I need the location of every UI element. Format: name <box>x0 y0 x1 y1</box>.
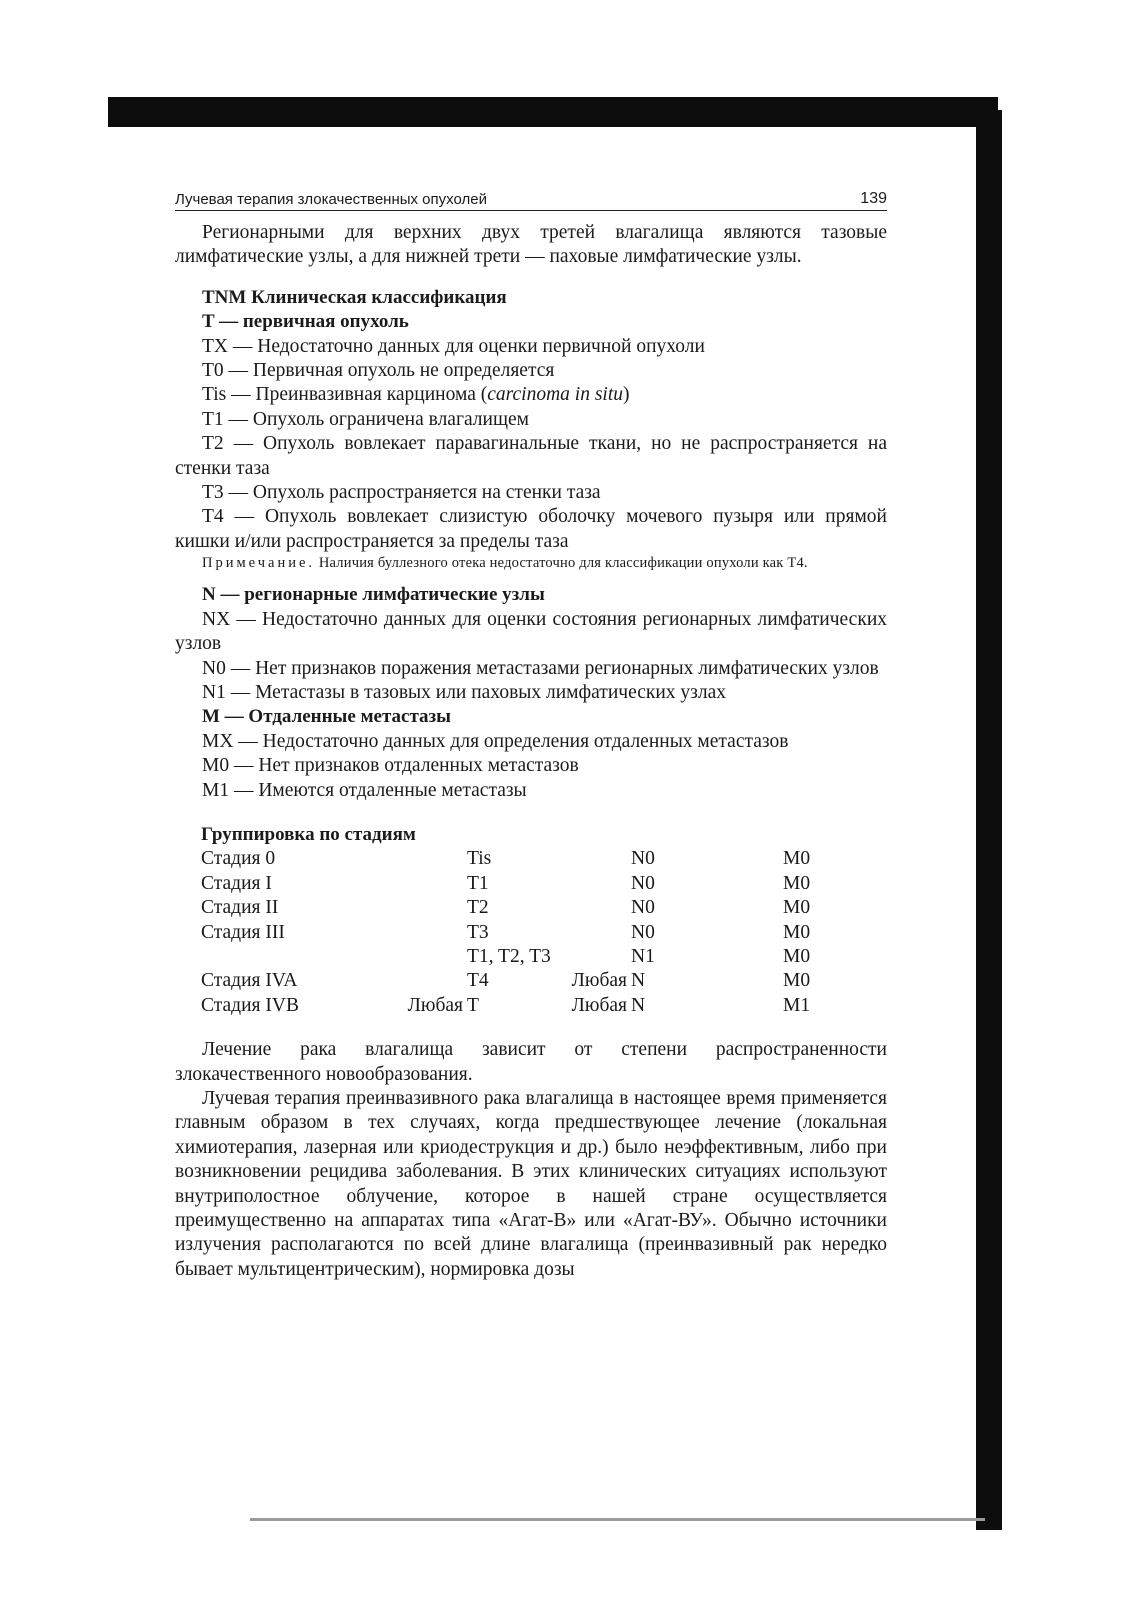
t-prefix-cell <box>387 921 467 945</box>
t-cell: T2 <box>467 897 489 919</box>
intro-paragraph: Регионарными для верхних двух третей влагалища являются тазовые лимфатические узлы, а для нижней трети — паховые лимфатические узлы. <box>175 222 887 268</box>
m-cell: M0 <box>783 921 811 943</box>
body-paragraph: Лучевая терапия преинвазивного рака влагалища в настоящее время применяется главным образом в тех случаях, когда предшествующее лечение (локальная химиотерапия, лазерная или криодеструкция и др.) было неэффективным, либо при возникновении рецидива заболевания. В этих клинических ситуациях используют внутриполостное облучение, которое в нашей стране осуществляется преимущественно на аппаратах типа «Агат-В» или «Агат-ВУ». Обычно источники излучения располагаются по всей длине влагалища (преинвазивный рак нередко бывает мультицентрическим), нормировка дозы <box>175 1088 887 1280</box>
staging-row <box>201 872 843 896</box>
n-cell: N0 <box>631 897 655 919</box>
t-prefix-cell <box>387 969 467 993</box>
staging-row <box>201 969 843 993</box>
n-prefix-cell <box>557 945 631 969</box>
note-text: Наличия буллезного отека недостаточно для классификации опухоли как Т4. <box>315 555 808 572</box>
t-cell: T1, T2, T3 <box>467 945 551 967</box>
n-cell: N1 <box>631 945 655 967</box>
t-item: T2 — Опухоль вовлекает паравагинальные ткани, но не распространяется на стенки таза <box>175 433 887 479</box>
t-cell: T1 <box>467 872 489 894</box>
t-prefix-cell <box>387 896 467 920</box>
staging-title: Группировка по стадиям <box>201 823 416 845</box>
t-item: TX — Недостаточно данных для оценки первичной опухоли <box>202 335 705 357</box>
body-paragraph: Лечение рака влагалища зависит от степени распространенности злокачественного новообразования. <box>175 1039 887 1085</box>
t-prefix-cell <box>387 872 467 896</box>
m-cell: M0 <box>783 970 811 992</box>
stage-cell: Стадия 0 <box>201 848 276 870</box>
n-cell: N <box>631 994 646 1016</box>
tis-suffix: ) <box>623 384 630 406</box>
stage-cell: Стадия IVA <box>201 970 298 992</box>
n-prefix-cell <box>557 921 631 945</box>
page-number: 139 <box>860 190 887 207</box>
m-section-title: M — Отдаленные метастазы <box>202 706 451 728</box>
n-cell: N0 <box>631 921 655 943</box>
t-item-tis <box>175 383 887 407</box>
n-cell: N <box>631 970 646 992</box>
n-item: NX — Недостаточно данных для оценки состояния регионарных лимфатических узлов <box>175 608 887 655</box>
n-item: N0 — Нет признаков поражения метастазами регионарных лимфатических узлов <box>202 657 879 679</box>
t-cell: T3 <box>467 921 489 943</box>
stage-cell: Стадия II <box>201 897 279 919</box>
t-item: T4 — Опухоль вовлекает слизистую оболочку мочевого пузыря или прямой кишки и/или распространяется за пределы таза <box>175 506 887 552</box>
scan-border-top <box>108 97 998 127</box>
staging-row <box>201 847 843 871</box>
m-cell: M0 <box>783 848 811 870</box>
t-prefix-cell <box>387 945 467 969</box>
stage-cell: Стадия III <box>201 921 285 943</box>
n-prefix-cell: Любая <box>571 970 627 992</box>
t-prefix-cell: Любая <box>407 994 463 1016</box>
running-title: Лучевая терапия злокачественных опухолей <box>175 191 487 208</box>
staging-row <box>201 896 843 920</box>
n-prefix-cell <box>557 872 631 896</box>
stage-cell: Стадия I <box>201 872 272 894</box>
t-cell: T4 <box>467 970 489 992</box>
tnm-title: TNM Клиническая классификация <box>202 286 507 308</box>
n-prefix-cell <box>557 847 631 871</box>
running-header <box>175 190 887 211</box>
m-cell: M1 <box>783 994 811 1016</box>
note-label: Примечание. <box>202 555 316 572</box>
m-item: M1 — Имеются отдаленные метастазы <box>202 779 527 801</box>
m-item: MX — Недостаточно данных для определения отдаленных метастазов <box>202 730 789 752</box>
staging-row <box>201 994 843 1018</box>
n-cell: N0 <box>631 872 655 894</box>
staging-row <box>201 945 843 969</box>
scan-border-bottom <box>250 1518 985 1521</box>
m-item: M0 — Нет признаков отдаленных метастазов <box>202 755 579 777</box>
n-cell: N0 <box>631 848 655 870</box>
stage-cell: Стадия IVB <box>201 994 299 1016</box>
note <box>175 554 887 573</box>
n-section-title: N — регионарные лимфатические узлы <box>202 584 545 606</box>
n-prefix-cell <box>557 896 631 920</box>
t-item: T3 — Опухоль распространяется на стенки таза <box>202 482 601 504</box>
tis-italic: carcinoma in situ <box>487 384 624 406</box>
m-cell: M0 <box>783 945 811 967</box>
t-item: T1 — Опухоль ограничена влагалищем <box>202 408 529 430</box>
n-item: N1 — Метастазы в тазовых или паховых лимфатических узлах <box>202 681 726 703</box>
t-item: T0 — Первичная опухоль не определяется <box>202 360 555 382</box>
staging-row <box>201 921 843 945</box>
stage-cell <box>201 945 387 969</box>
n-prefix-cell: Любая <box>571 994 627 1016</box>
t-cell: T <box>467 994 479 1016</box>
staging-table <box>201 847 843 1018</box>
t-prefix-cell <box>387 847 467 871</box>
m-cell: M0 <box>783 872 811 894</box>
t-section-title: T — первичная опухоль <box>202 311 409 333</box>
page-content <box>175 190 887 1282</box>
m-cell: M0 <box>783 897 811 919</box>
tis-prefix: Tis — Преинвазивная карцинома ( <box>202 384 488 406</box>
scan-border-right <box>976 110 1002 1530</box>
t-cell: Tis <box>467 848 492 870</box>
